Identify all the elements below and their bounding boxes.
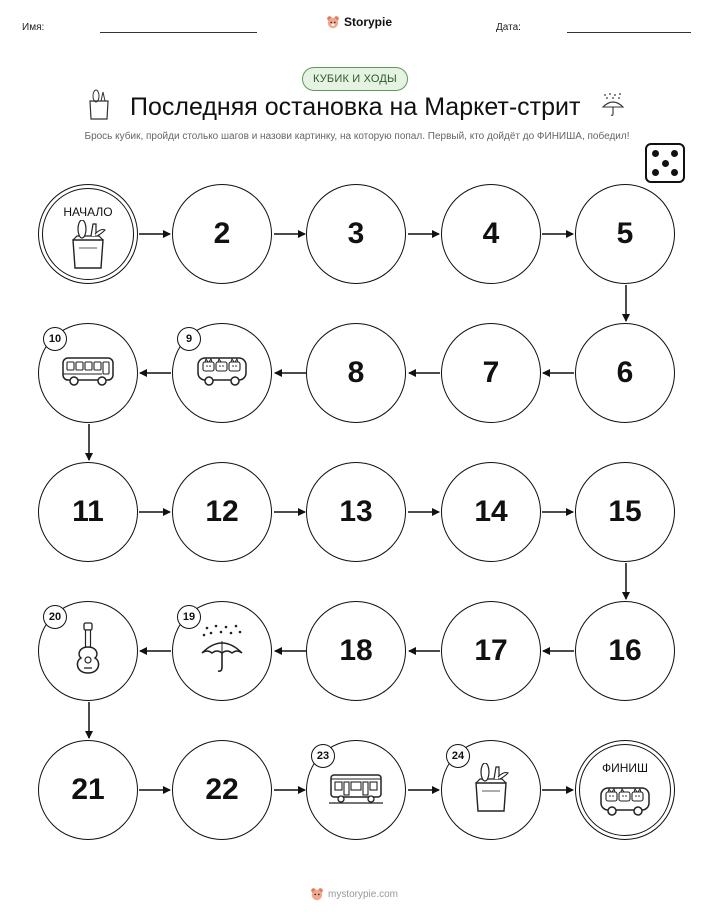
umbrella-rain-icon <box>198 623 246 680</box>
space-number: 17 <box>474 634 508 667</box>
number-space <box>172 184 272 284</box>
page-title: Последняя остановка на Маркет-стрит <box>130 93 581 121</box>
space-number: 7 <box>482 356 500 389</box>
instructions: Брось кубик, пройди столько шагов и назови картинку, на которую попал. Первый, кто дойдёт до ФИНИША, победил! <box>84 131 630 142</box>
space-number: 21 <box>71 773 105 806</box>
space-number: 15 <box>608 495 642 528</box>
number-space <box>306 462 406 562</box>
category-tag: КУБИК И ХОДЫ <box>302 67 408 91</box>
footer <box>310 887 398 901</box>
space-number: 3 <box>347 217 365 250</box>
number-space <box>575 323 675 423</box>
space-number: 8 <box>347 356 365 389</box>
grocery-bag-icon <box>468 763 514 818</box>
space-number: 18 <box>339 634 373 667</box>
space-number: 11 <box>72 495 104 528</box>
space-number-badge: 24 <box>446 744 470 768</box>
space-number: 14 <box>474 495 508 528</box>
number-space <box>306 601 406 701</box>
animal-bus-icon <box>195 353 249 394</box>
number-space <box>441 601 541 701</box>
ukulele-icon <box>71 621 105 682</box>
space-number-badge: 23 <box>311 744 335 768</box>
number-space <box>306 323 406 423</box>
number-space <box>172 740 272 840</box>
space-number-badge: 19 <box>177 605 201 629</box>
bus-icon <box>60 354 116 393</box>
space-number-badge: 9 <box>177 327 201 351</box>
space-number-badge: 20 <box>43 605 67 629</box>
space-number: 6 <box>616 356 634 389</box>
space-number: 5 <box>616 217 634 250</box>
number-space <box>306 184 406 284</box>
date-label: Дата: <box>496 22 521 33</box>
space-number-badge: 10 <box>43 327 67 351</box>
space-number: 13 <box>339 495 373 528</box>
tram-icon <box>328 771 384 810</box>
number-space <box>38 740 138 840</box>
space-number: 12 <box>205 495 239 528</box>
number-space <box>441 462 541 562</box>
number-space <box>575 601 675 701</box>
space-number: 4 <box>482 217 500 250</box>
finish-space <box>575 740 675 840</box>
start-space <box>38 184 138 284</box>
name-label: Имя: <box>22 22 45 33</box>
number-space <box>441 184 541 284</box>
brand-name: Storypie <box>344 15 393 29</box>
number-space <box>172 462 272 562</box>
space-number: 22 <box>205 773 239 806</box>
space-number: 2 <box>213 217 231 250</box>
number-space <box>38 462 138 562</box>
bear-logo-icon <box>310 887 324 901</box>
space-number: 16 <box>608 634 642 667</box>
number-space <box>441 323 541 423</box>
number-space <box>575 184 675 284</box>
finish-label: ФИНИШ <box>601 761 649 775</box>
footer-url[interactable]: mystorypie.com <box>328 888 399 900</box>
start-label: НАЧАЛО <box>63 205 113 219</box>
number-space <box>575 462 675 562</box>
